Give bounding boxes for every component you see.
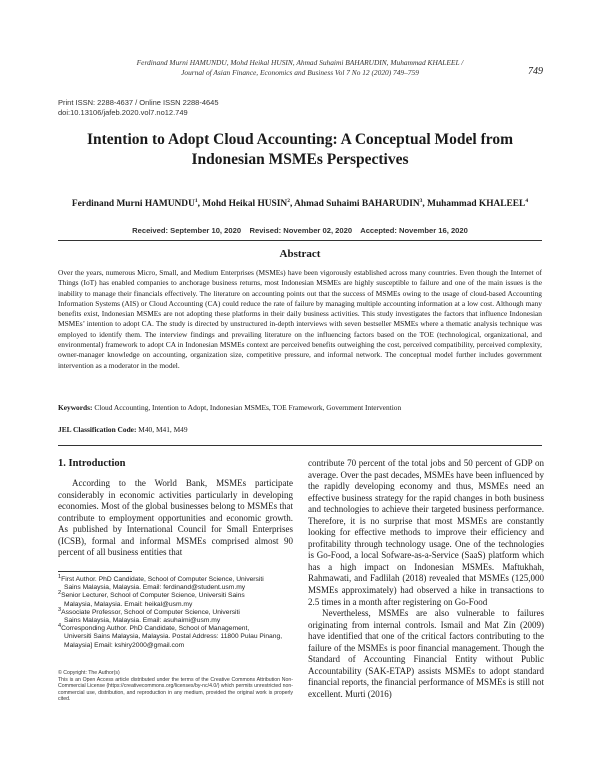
jel-label: JEL Classification Code: bbox=[58, 425, 137, 434]
paper-title bbox=[60, 130, 540, 170]
license-text: This is an Open Access article distributed under the terms of the Creative Commons Attribution Non-Commercial License (https://creativecommons.org/licenses/by-nc/4.0/) which permits unrestricted non-commercial use, distribution, and reproduction in any medium, provided the original work is properly cited. bbox=[58, 676, 293, 703]
divider-bottom bbox=[58, 445, 542, 446]
doi-line: doi:10.13106/jafeb.2020.vol7.no12.749 bbox=[58, 108, 188, 117]
footnote-3: $^3$Associate Professor, School of Computer Science, Universiti Sains Malaysia, Malaysia. Email: asuhaimi@usm.my bbox=[58, 606, 240, 625]
running-head bbox=[120, 58, 480, 78]
keywords-text: Cloud Accounting, Intention to Adopt, Indonesian MSMEs, TOE Framework, Government Intervention bbox=[92, 403, 402, 412]
footnote-4: $^4$Corresponding Author. PhD Candidate, School of Management, Universiti Sains Malaysia, Malaysia. Postal Address: 11800 Pulau Pinang, Malaysia] Email: kshiry2000@gmail.com bbox=[58, 622, 283, 649]
paper-title-line2: Indonesian MSMEs Perspectives bbox=[191, 151, 409, 168]
footnotes bbox=[58, 573, 293, 650]
abstract-heading: Abstract bbox=[279, 248, 321, 260]
running-head-authors: Ferdinand Murni HAMUNDU, Mohd Heikal HUSIN, Ahmad Suhaimi BAHARUDIN, Muhammad KHALEEL / bbox=[136, 58, 464, 67]
abstract-text: Over the years, numerous Micro, Small, and Medium Enterprises (MSMEs) have been vigorously established across many countries. Even though the Internet of Things (IoT) has enabled companies to anchorage business returns, most Indonesian MSMEs are highly susceptible to failure and one of the main issues is the inability to manage their financials effectively. The literature on accounting points out that the success of MSMEs owing to the usage of cloud-based Accounting Information Systems (AIS) or Cloud Accounting (CA) could reduce the rate of failure by managing multiple accounting information at a low cost. Although many benefits exist, Indonesian MSMEs are not adopting these platforms in their daily business activities. This study investigates the factors that influence Indonesian MSMEs’ intention to adopt CA. The study is directed by unstructured in-depth interviews with seven bestseller MSMEs where a thematic analysis technique was employed to identify them. The interview findings and prevailing literature on the influencing factors based on the TOE (technological, organizational, and environmental) framework to adopt CA in Indonesian MSMEs context are perceived benefits outweighing the cost, perceived compatibility, perceived complexity, owner-manager knowledge on accounting, organization size, competitive pressure, and informal network. The conceptual model further includes government intervention as a moderator in the model. bbox=[58, 268, 542, 370]
author-1: Ferdinand Murni HAMUNDU$^1$, bbox=[71, 197, 203, 209]
license-notice bbox=[58, 670, 293, 703]
author-2: Mohd Heikal HUSIN$^2$, bbox=[202, 197, 295, 209]
footnote-2: $^2$Senior Lecturer, School of Computer Science, Universiti Sains Malaysia, Malaysia. Email: heikal@usm.my bbox=[58, 590, 245, 608]
running-head-journal: Journal of Asian Finance, Economics and Business Vol 7 No 12 (2020) 749–759 bbox=[181, 68, 419, 77]
body-column-left bbox=[58, 478, 293, 559]
page-number: 749 bbox=[528, 66, 543, 77]
keywords-label: Keywords: bbox=[58, 403, 93, 412]
author-4: Muhammad KHALEEL$^4$ bbox=[427, 197, 529, 209]
keywords bbox=[58, 403, 542, 413]
author-list bbox=[40, 199, 560, 209]
intro-paragraph-1: According to the World Bank, MSMEs participate considerably in economic activities particularly in developing economies. Most of the global businesses belong to MSMEs that contribute to employment opportunities and economic growth. As published by International Council for Small Enterprises (ICSB), formal and informal MSMEs comprised almost 90 percent of all business entities that bbox=[58, 478, 293, 558]
article-dates: Received: September 10, 2020 Revised: November 02, 2020 Accepted: November 16, 2020 bbox=[132, 226, 468, 235]
section-heading-introduction: 1. Introduction bbox=[58, 458, 126, 469]
intro-paragraph-3: Nevertheless, MSMEs are also vulnerable to failures originating from internal controls. Ismail and Mat Zin (2009) have identified that one of the critical factors contributing to the failure of the MSMEs is poor financial management. Though the Standard of Accounting Financial Entity without Public Accountability (SAK-ETAP) assists MSMEs to adopt standard financial reports, the financial performance of MSMEs is still not excellent. Murti (2016) bbox=[308, 608, 544, 699]
jel-codes bbox=[58, 425, 542, 434]
divider-top bbox=[58, 240, 542, 241]
intro-paragraph-2: contribute 70 percent of the total jobs and 50 percent of GDP on average. Over the past decades, MSMEs have been influenced by the rapidly developing economy and thus, MSMEs need an effective business strategy for the rapid changes in both business and technologies to achieve their targeted business performance. Therefore, it is no surprise that most MSMEs are constantly looking for effective methods to improve their efficiency and profitability through technology usage. One of the technologies is Go-Food, a local Sofware-as-a-Service (SaaS) platform which has a high impact on Indonesian MSMEs. Maftukhah, Rahmawati, and Fadlilah (2018) revealed that MSMEs (125,000 MSMEs approximately) had observed a hike in transactions to 2.5 times in a month after registering on Go-Food bbox=[308, 458, 544, 607]
issn-line: Print ISSN: 2288-4637 / Online ISSN 2288-4645 bbox=[58, 98, 219, 107]
footnote-1: $^1$First Author. PhD Candidate, School of Computer Science, Universiti Sains Malaysia, Malaysia. Email: ferdinand@student.usm.my bbox=[58, 573, 264, 592]
footnote-divider bbox=[58, 571, 132, 572]
author-3: Ahmad Suhaimi BAHARUDIN$^3$, bbox=[294, 197, 428, 209]
jel-text: M40, M41, M49 bbox=[136, 425, 188, 434]
paper-title-line1: Intention to Adopt Cloud Accounting: A Conceptual Model from bbox=[86, 131, 513, 148]
body-column-right bbox=[308, 458, 544, 700]
identifiers bbox=[58, 98, 219, 118]
copyright-line: © Copyright: The Author(s) bbox=[58, 670, 120, 676]
